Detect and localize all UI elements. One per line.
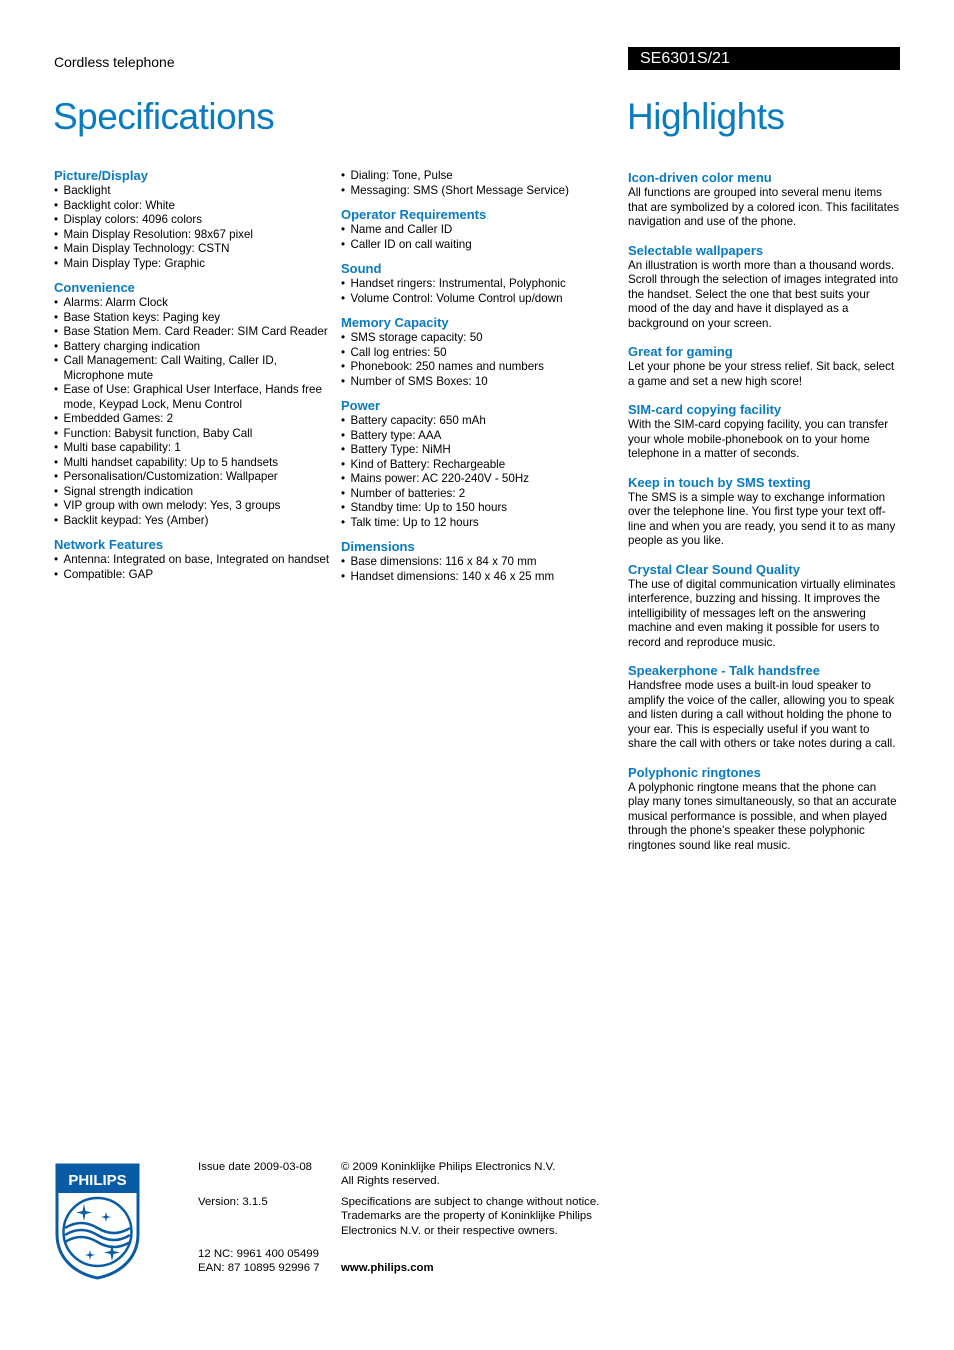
highlight-text: The use of digital communication virtually eliminates interference, buzzing and hissing. It improves the intelligibility of messages left on the answering machine and even making it possible for users to record and reproduce music. [628, 577, 896, 649]
copyright-line-2: All Rights reserved. [341, 1175, 440, 1188]
model-number-bar: SE6301S/21 [628, 47, 900, 70]
nc-number: 12 NC: 9961 400 05499 [198, 1248, 319, 1260]
spec-item: • Base Station keys: Paging key [54, 311, 334, 326]
spec-item: • Base Station Mem. Card Reader: SIM Card Reader [54, 325, 334, 340]
highlight-item [628, 475, 900, 549]
spec-item: • VIP group with own melody: Yes, 3 groups [54, 499, 334, 514]
spec-item: • Compatible: GAP [54, 568, 334, 583]
highlight-item [628, 170, 900, 230]
highlight-item [628, 663, 900, 752]
spec-item: • Signal strength indication [54, 485, 334, 500]
highlight-title: Crystal Clear Sound Quality [628, 561, 800, 577]
highlight-text: With the SIM-card copying facility, you can transfer your whole mobile-phonebook on to your home telephone in a matter of seconds. [628, 418, 889, 460]
highlight-title: Icon-driven color menu [628, 170, 772, 185]
highlight-text: Let your phone be your stress relief. Sit back, select a game and set a new high score! [628, 360, 895, 388]
spec-list [54, 553, 334, 582]
highlight-text: The SMS is a simple way to exchange information over the telephone line. You first type your text off-line and when you are ready, you send it to as many people as you like. [628, 490, 896, 547]
spec-item: • Talk time: Up to 12 hours [341, 516, 591, 531]
section-title: Power [341, 398, 381, 413]
section-title: Sound [341, 261, 382, 276]
highlight-title: Great for gaming [628, 344, 733, 359]
spec-item: • Handset ringers: Instrumental, Polyphonic [341, 277, 591, 292]
legal-notice: Specifications are subject to change without notice. Trademarks are the property of Koninklijke Philips Electronics N.V. or their respective owners. [341, 1196, 600, 1237]
spec-list [341, 331, 591, 389]
spec-item: • Backlight [54, 184, 334, 199]
product-category: Cordless telephone [54, 54, 175, 70]
spec-item: • Base dimensions: 116 x 84 x 70 mm [341, 555, 591, 570]
spec-item: • Alarms: Alarm Clock [54, 296, 334, 311]
spec-item: • Phonebook: 250 names and numbers [341, 360, 591, 375]
highlight-title: Speakerphone - Talk handsfree [628, 663, 820, 678]
section-title: Picture/Display [54, 168, 148, 183]
spec-item: • Backlight color: White [54, 199, 334, 214]
highlight-title: SIM-card copying facility [628, 402, 782, 417]
spec-item: • Standby time: Up to 150 hours [341, 501, 591, 516]
spec-item: • Caller ID on call waiting [341, 238, 591, 253]
highlights-title: Highlights [627, 96, 785, 137]
spec-list [54, 184, 334, 271]
highlight-item [628, 243, 900, 332]
highlights-column [628, 170, 900, 866]
highlight-text: An illustration is worth more than a thousand words. Scroll through the selection of images integrated into the handset. Select the one that best suits your mood of the day and have it displayed as a background on your screen. [628, 258, 899, 330]
spec-item: • Battery charging indication [54, 340, 334, 355]
spec-item: • Multi base capability: 1 [54, 441, 334, 456]
spec-item: • Battery capacity: 650 mAh [341, 414, 591, 429]
spec-list [341, 223, 591, 252]
highlight-text: Handsfree mode uses a built-in loud speaker to amplify the voice of the caller, allowing you to speak and listen during a call without holding the phone to your ear. This is especially useful if you want to share the call with others or take notes during a call. [628, 679, 896, 750]
highlight-title: Keep in touch by SMS texting [628, 474, 811, 490]
spec-item: • Battery type: AAA [341, 429, 591, 444]
specs-column-1 [54, 168, 334, 591]
section-title: Network Features [54, 537, 164, 552]
version: Version: 3.1.5 [198, 1196, 268, 1208]
highlight-title: Selectable wallpapers [628, 242, 764, 258]
specifications-title: Specifications [53, 96, 275, 137]
philips-logo [54, 1162, 141, 1280]
spec-item: • Mains power: AC 220-240V - 50Hz [341, 472, 591, 487]
copyright [341, 1160, 601, 1189]
highlight-item [628, 344, 900, 389]
spec-item: • Antenna: Integrated on base, Integrated on handset [54, 553, 334, 568]
section-title: Convenience [54, 280, 135, 295]
spec-item: • Personalisation/Customization: Wallpaper [54, 470, 334, 485]
copyright-line-1: © 2009 Koninklijke Philips Electronics N.V. [341, 1161, 556, 1173]
section-title: Dimensions [341, 539, 415, 554]
spec-item: • Call Management: Call Waiting, Caller ID, Microphone mute [54, 354, 334, 383]
issue-date: Issue date 2009-03-08 [198, 1161, 312, 1173]
spec-item: • Dialing: Tone, Pulse [341, 169, 591, 184]
website-link[interactable]: www.philips.com [341, 1262, 434, 1274]
highlight-item [628, 402, 900, 462]
spec-list [341, 277, 591, 306]
spec-item: • Call log entries: 50 [341, 346, 591, 361]
highlight-text: All functions are grouped into several menu items that are symbolized by a colored icon. This facilitates navigation and use of the phone. [628, 186, 900, 228]
section-title: Memory Capacity [341, 315, 449, 330]
spec-item: • Messaging: SMS (Short Message Service) [341, 184, 591, 199]
ean-number: EAN: 87 10895 92996 7 [198, 1262, 320, 1274]
spec-item: • Embedded Games: 2 [54, 412, 334, 427]
spec-item: • Function: Babysit function, Baby Call [54, 427, 334, 442]
highlight-item [628, 765, 900, 854]
spec-list [341, 555, 591, 584]
spec-list [341, 414, 591, 530]
spec-item: • Ease of Use: Graphical User Interface, Hands free mode, Keypad Lock, Menu Control [54, 383, 334, 412]
spec-item: • Main Display Technology: CSTN [54, 242, 334, 257]
spec-list [54, 296, 334, 528]
spec-item: • Multi handset capability: Up to 5 handsets [54, 456, 334, 471]
spec-item: • Volume Control: Volume Control up/down [341, 292, 591, 307]
spec-item: • Main Display Resolution: 98x67 pixel [54, 228, 334, 243]
specs-column-2 [341, 169, 591, 593]
section-title: Operator Requirements [341, 207, 487, 222]
spec-item: • Number of batteries: 2 [341, 487, 591, 502]
spec-item: • Main Display Type: Graphic [54, 257, 334, 272]
specs-continued-list [341, 169, 591, 198]
spec-item: • Number of SMS Boxes: 10 [341, 375, 591, 390]
spec-item: • Handset dimensions: 140 x 46 x 25 mm [341, 570, 591, 585]
spec-item: • Kind of Battery: Rechargeable [341, 458, 591, 473]
spec-item: • Backlit keypad: Yes (Amber) [54, 514, 334, 529]
highlight-item [628, 562, 900, 651]
spec-item: • Battery Type: NiMH [341, 443, 591, 458]
highlight-text: A polyphonic ringtone means that the phone can play many tones simultaneously, so that an accurate musical performance is possible, and when played through the phone's speaker these polyphonic ringtones sound like real music. [628, 780, 897, 852]
highlight-title: Polyphonic ringtones [628, 764, 761, 780]
spec-item: • Name and Caller ID [341, 223, 591, 238]
svg-text:PHILIPS: PHILIPS [68, 1172, 127, 1189]
spec-item: • SMS storage capacity: 50 [341, 331, 591, 346]
spec-item: • Display colors: 4096 colors [54, 213, 334, 228]
